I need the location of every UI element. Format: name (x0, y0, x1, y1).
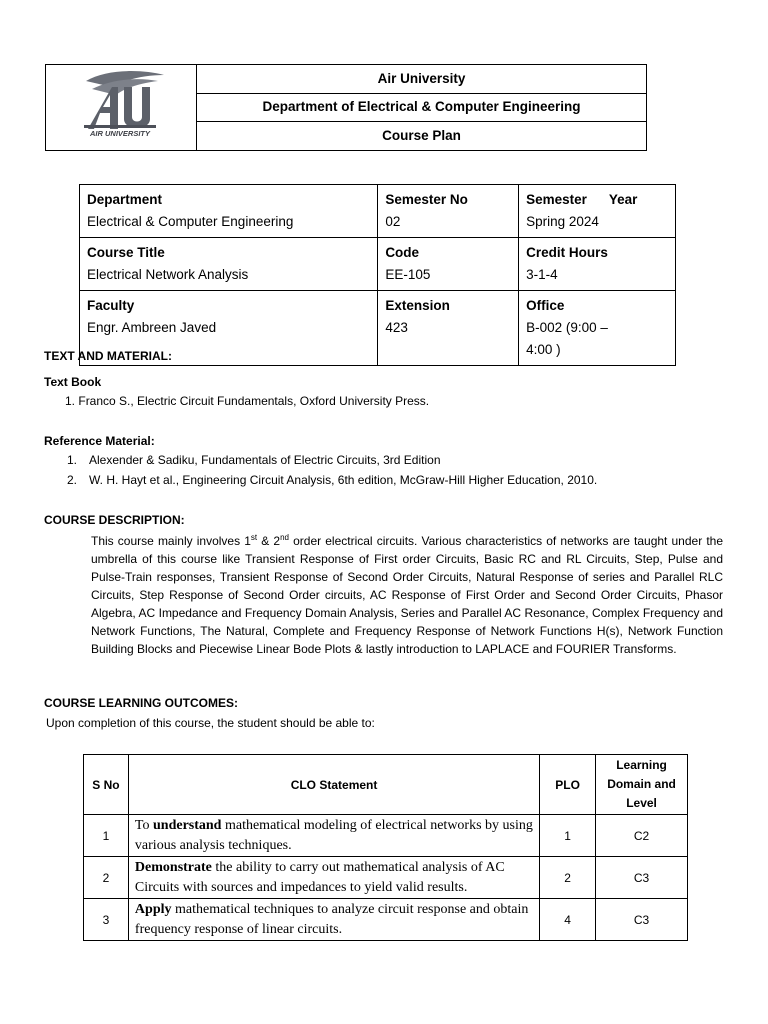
row-level: C2 (596, 815, 688, 857)
row-clo-statement: Demonstrate the ability to carry out mathematical analysis of AC Circuits with sources and impedances to yield valid results. (128, 857, 539, 899)
row-level: C3 (596, 899, 688, 941)
textbook-list (65, 394, 429, 408)
semester-no-label: Semester No (385, 192, 468, 207)
col-header-clo: CLO Statement (128, 755, 539, 815)
university-logo-icon (46, 65, 196, 145)
document-type: Course Plan (197, 122, 647, 151)
semester-value: Spring 2024 (526, 214, 599, 229)
col-header-domain: Learning Domain and Level (596, 755, 688, 815)
course-description-heading: COURSE DESCRIPTION: (44, 513, 185, 527)
row-plo: 2 (540, 857, 596, 899)
row-sno: 3 (84, 899, 129, 941)
row-sno: 1 (84, 815, 129, 857)
col-header-sno: S No (84, 755, 129, 815)
col-header-plo: PLO (540, 755, 596, 815)
office-value: B-002 (9:00 – 4:00 ) (526, 320, 608, 357)
row-sno: 2 (84, 857, 129, 899)
university-name: Air University (197, 65, 647, 94)
extension-label: Extension (385, 298, 450, 313)
logo-text: AIR UNIVERSITY (89, 129, 151, 138)
extension-value: 423 (385, 320, 408, 335)
code-label: Code (385, 245, 420, 260)
header-table (45, 64, 647, 151)
department-name: Department of Electrical & Computer Engineering (197, 93, 647, 122)
table-row (84, 815, 688, 857)
credit-hours-label: Credit Hours (526, 245, 608, 260)
credit-hours-value: 3-1-4 (526, 267, 558, 282)
clo-table (83, 754, 688, 941)
row-clo-statement: To understand mathematical modeling of electrical networks by using various analysis techniques. (128, 815, 539, 857)
row-clo-statement: Apply mathematical techniques to analyze circuit response and obtain frequency response of linear circuits. (128, 899, 539, 941)
semester-no-value: 02 (385, 214, 401, 229)
row-plo: 4 (540, 899, 596, 941)
row-level: C3 (596, 857, 688, 899)
textbook-heading: Text Book (44, 375, 102, 389)
reference-list (67, 453, 597, 493)
table-row (84, 899, 688, 941)
code-value: EE-105 (385, 267, 431, 282)
office-label: Office (526, 298, 565, 313)
list-item: 1. Franco S., Electric Circuit Fundamentals, Oxford University Press. (65, 394, 430, 408)
faculty-label: Faculty (87, 298, 135, 313)
semester-year-label: Semester Year (526, 192, 638, 207)
department-value: Electrical & Computer Engineering (87, 214, 294, 229)
table-row (84, 857, 688, 899)
faculty-value: Engr. Ambreen Javed (87, 320, 217, 335)
department-label: Department (87, 192, 163, 207)
course-description-text: This course mainly involves 1st & 2nd order electrical circuits. Various characteristics of networks are taught under the umbrella of this course like Transient Response of First order Circuits, Basic RC and RL Circuits, Step, Pulse and Pulse-Train responses, Transient Response of Second Order Circuits, Natural Response of series and Parallel RLC Circuits, Step Response of Second Order circuits, AC Response of First Order and Second Order Circuits, Phasor Algebra, AC Impedance and Frequency Domain Analysis, Series and Parallel AC Resonance, Complex Frequency and Network Functions, The Natural, Complete and Frequency Response of Network Functions H(s), Network Function Building Blocks and Piecewise Linear Bode Plots & lastly introduction to LAPLACE and FOURIER Transforms. (91, 533, 723, 656)
list-item: 1. Alexender & Sadiku, Fundamentals of Electric Circuits, 3rd Edition (67, 453, 441, 467)
course-info-table (79, 184, 676, 366)
table-header-row (84, 755, 688, 815)
info-row (80, 238, 676, 291)
course-title-label: Course Title (87, 245, 165, 260)
outcomes-heading: COURSE LEARNING OUTCOMES: (44, 696, 239, 710)
reference-heading: Reference Material: (44, 434, 155, 448)
text-material-heading: TEXT AND MATERIAL: (44, 349, 172, 363)
info-row (80, 185, 676, 238)
logo-cell (46, 65, 197, 151)
course-title-value: Electrical Network Analysis (87, 267, 249, 282)
outcomes-intro: Upon completion of this course, the student should be able to: (46, 716, 375, 730)
list-item: 2. W. H. Hayt et al., Engineering Circuit Analysis, 6th edition, McGraw-Hill Higher Education, 2010. (67, 473, 598, 487)
row-plo: 1 (540, 815, 596, 857)
